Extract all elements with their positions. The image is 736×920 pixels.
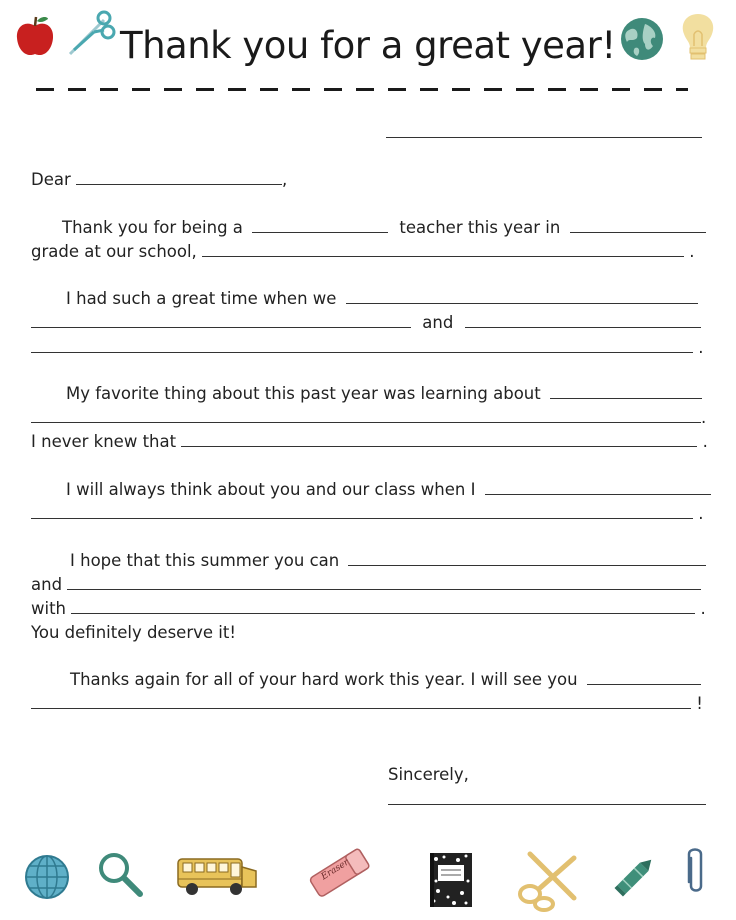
text: .	[689, 242, 695, 261]
blank	[587, 670, 701, 685]
blank	[550, 384, 702, 399]
school-bus-icon	[174, 855, 260, 897]
blank	[31, 313, 411, 328]
title-dashed-divider	[36, 88, 688, 91]
blank	[348, 551, 706, 566]
paragraph-2-line-2	[31, 313, 701, 332]
blank	[485, 480, 711, 495]
text: Thank you for being a	[62, 218, 243, 237]
text: with	[31, 599, 67, 618]
blank	[346, 289, 698, 304]
salutation-line	[31, 170, 287, 189]
eraser-label: Eraser	[319, 857, 351, 883]
text: You definitely deserve it!	[31, 623, 236, 642]
text: teacher this year in	[399, 218, 561, 237]
magnifier-icon	[96, 850, 144, 898]
text: and	[31, 575, 63, 594]
text: !	[696, 694, 703, 713]
blank	[71, 599, 695, 614]
globe-icon	[24, 854, 70, 900]
text: My favorite thing about this past year was learning about	[66, 384, 541, 403]
signature-line	[388, 804, 706, 805]
text: .	[698, 338, 704, 357]
paragraph-4-line-1	[66, 480, 711, 499]
scissors-icon	[64, 10, 116, 58]
text: I never knew that	[31, 432, 177, 451]
text: grade at our school,	[31, 242, 197, 261]
paragraph-6-line-2	[31, 694, 703, 713]
dear-label: Dear	[31, 170, 71, 189]
paragraph-5-line-1	[70, 551, 706, 570]
paragraph-5-line-2	[31, 575, 701, 594]
paragraph-6-line-1	[70, 670, 701, 689]
text: I will always think about you and our class when I	[66, 480, 476, 499]
text: I hope that this summer you can	[70, 551, 340, 570]
closing: Sincerely,	[388, 765, 469, 784]
paragraph-2-line-3	[31, 338, 704, 357]
blank	[31, 338, 693, 353]
blank	[181, 432, 697, 447]
paragraph-5-line-4	[31, 623, 236, 642]
paragraph-3-line-2	[31, 408, 706, 427]
paragraph-2-line-1	[66, 289, 698, 308]
paragraph-1-line-1	[62, 218, 706, 237]
scissors-icon	[516, 848, 584, 912]
comma: ,	[282, 170, 288, 189]
globe-icon	[619, 16, 665, 62]
crayon-icon	[610, 852, 660, 900]
date-line	[386, 137, 702, 138]
paragraph-3-line-1	[66, 384, 702, 403]
paragraph-1-line-2	[31, 242, 695, 261]
text: .	[701, 408, 707, 427]
blank	[31, 694, 691, 709]
text: .	[702, 432, 708, 451]
text: Thanks again for all of your hard work this year. I will see you	[70, 670, 578, 689]
blank	[202, 242, 684, 257]
page-title: Thank you for a great year!	[120, 24, 616, 67]
text: .	[700, 599, 706, 618]
blank	[67, 575, 701, 590]
blank	[31, 504, 693, 519]
blank	[31, 408, 701, 423]
text: I had such a great time when we	[66, 289, 337, 308]
blank	[570, 218, 706, 233]
blank	[252, 218, 388, 233]
blank-teacher-name	[76, 170, 282, 185]
paragraph-3-line-3	[31, 432, 708, 451]
eraser-icon	[306, 846, 372, 898]
paragraph-5-line-3	[31, 599, 706, 618]
lightbulb-icon	[678, 12, 718, 62]
blank	[465, 313, 701, 328]
paragraph-4-line-2	[31, 504, 704, 523]
apple-icon	[14, 14, 56, 60]
composition-notebook-icon	[428, 851, 474, 909]
text: and	[422, 313, 454, 332]
paperclip-icon	[683, 846, 709, 898]
text: .	[698, 504, 704, 523]
